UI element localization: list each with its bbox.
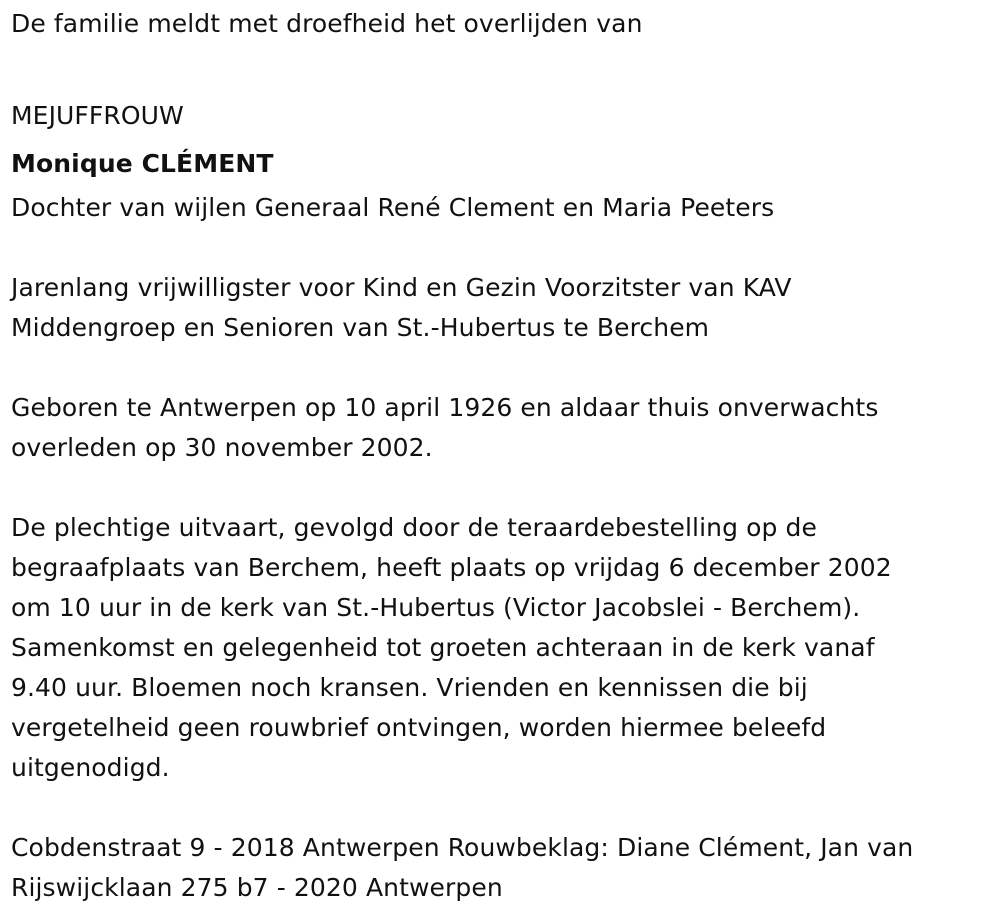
paragraph-line: om 10 uur in de kerk van St.-Hubertus (Victor Jacobslei - Berchem). [11,593,861,622]
spacer [11,228,986,268]
spacer [11,44,986,84]
paragraph-line: Samenkomst en gelegenheid tot groeten achteraan in de kerk vanaf [11,633,875,662]
intro-text: De familie meldt met droefheid het overlijden van [11,9,643,38]
parentage-text: Dochter van wijlen Generaal René Clement en Maria Peeters [11,193,775,222]
paragraph-line: De plechtige uitvaart, gevolgd door de teraardebestelling op de [11,513,817,542]
address-paragraph [11,828,986,908]
paragraph-line: Cobdenstraat 9 - 2018 Antwerpen Rouwbeklag: Diane Clément, Jan van [11,833,914,862]
spacer [11,788,986,828]
paragraph-line: begraafplaats van Berchem, heeft plaats op vrijdag 6 december 2002 [11,553,892,582]
funeral-paragraph [11,508,986,788]
paragraph-line: uitgenodigd. [11,753,170,782]
obituary-notice [11,4,986,908]
spacer [11,348,986,388]
paragraph-line: Geboren te Antwerpen op 10 april 1926 en aldaar thuis onverwachts [11,393,879,422]
spacer [11,468,986,508]
paragraph-line: Middengroep en Senioren van St.-Hubertus te Berchem [11,313,710,342]
paragraph-line: Jarenlang vrijwilligster voor Kind en Gezin Voorzitster van KAV [11,273,792,302]
paragraph-line: vergetelheid geen rouwbrief ontvingen, worden hiermee beleefd [11,713,827,742]
birth-death-paragraph [11,388,986,468]
paragraph-line: 9.40 uur. Bloemen noch kransen. Vrienden en kennissen die bij [11,673,808,702]
paragraph-line: overleden op 30 november 2002. [11,433,433,462]
volunteer-paragraph [11,268,986,348]
deceased-name: Monique CLÉMENT [11,149,274,178]
paragraph-line: Rijswijcklaan 275 b7 - 2020 Antwerpen [11,873,503,902]
honorific: MEJUFFROUW [11,101,184,130]
